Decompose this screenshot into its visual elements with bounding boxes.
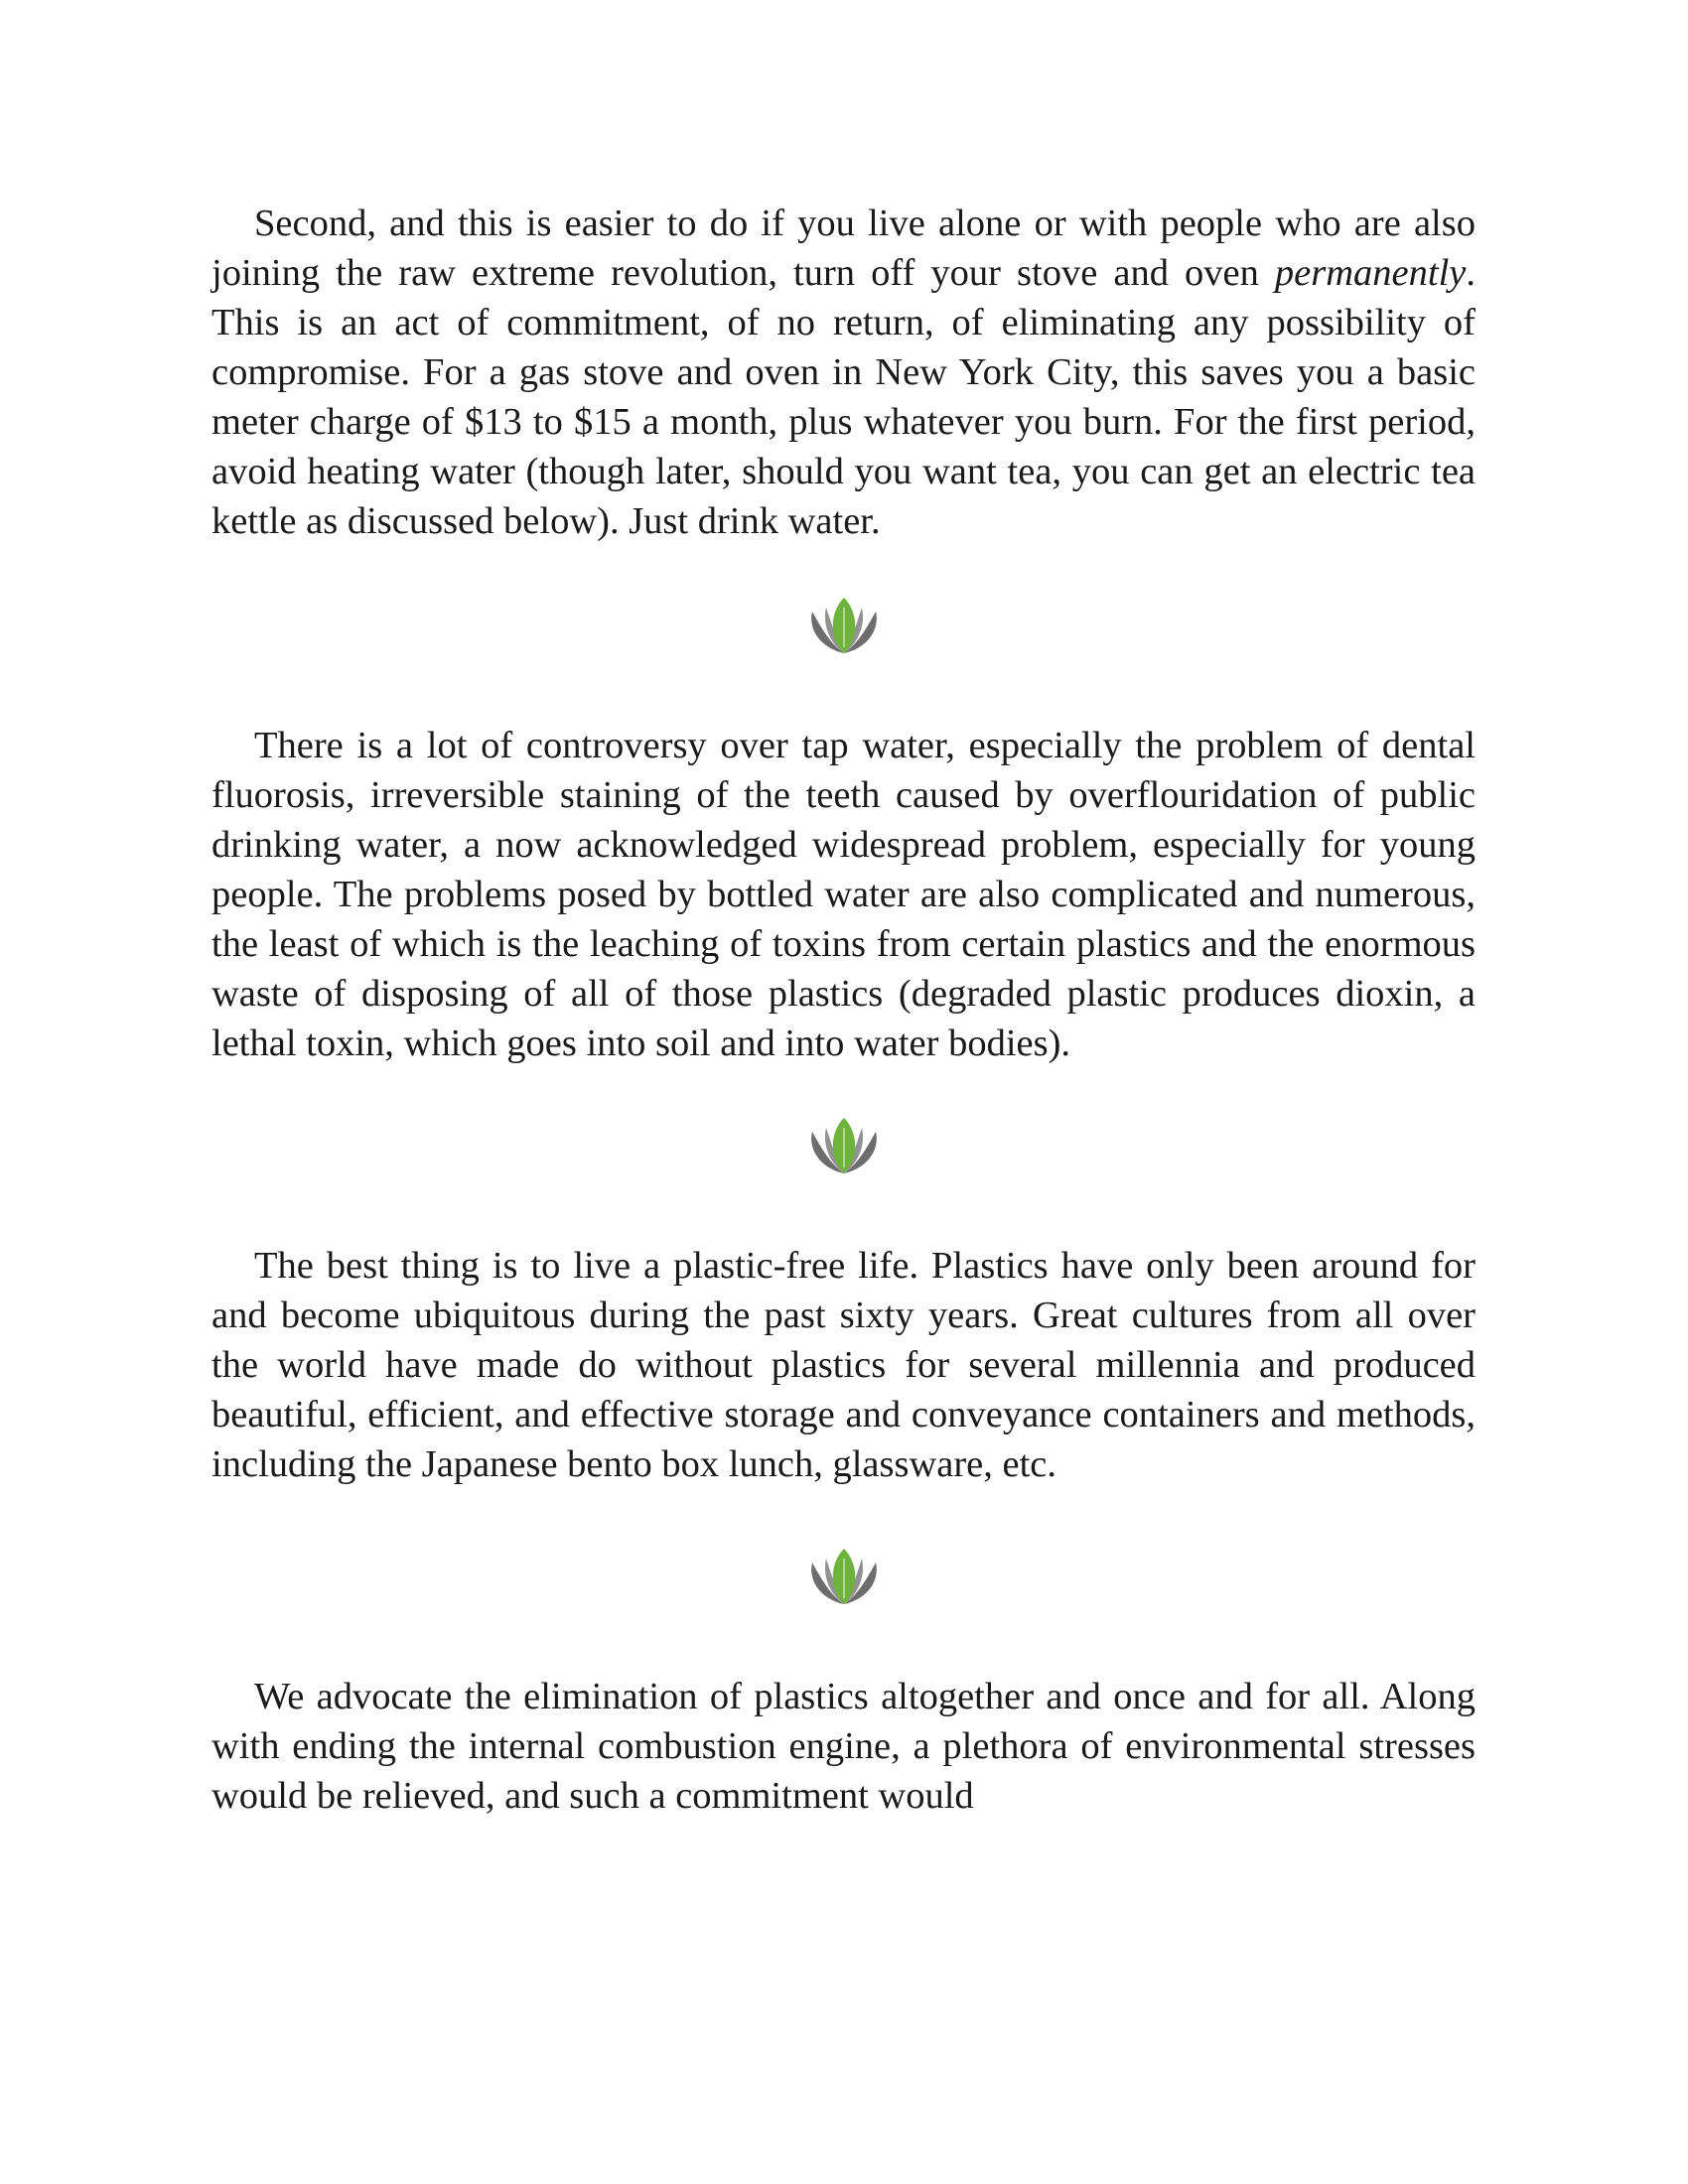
paragraph-tap-water: There is a lot of controversy over tap water, especially the problem of dental fluorosis, irreversible staining of the teeth caused by overflouridation of public drinking water, a now acknowledged widespread problem, especially for young people. The problems posed by bottled water are also complicated and numerous, the least of which is the leaching of toxins from certain plastics and the enormous waste of disposing of all of those plastics (degraded plastic produces dioxin, a lethal toxin, which goes into soil and into water bodies). — [211, 725, 1476, 1064]
paragraph-eliminate-plastics: We advocate the elimination of plastics altogether and once and for all. Along with ending the internal combustion engine, a plethora of environmental stresses would be relieved, and such a commitment would — [211, 1676, 1476, 1817]
paragraph-stove-oven — [211, 199, 1476, 546]
lotus-leaf-icon — [802, 1114, 886, 1177]
book-page — [211, 199, 1476, 1821]
paragraph-text-end: . This is an act of commitment, of no return, of eliminating any possibility of compromise. For a gas stove and oven in New York City, this saves you a basic meter charge of $13 to $15 a month, plus whatever you burn. For the first period, avoid heating water (though later, should you want tea, you can get an electric tea kettle as discussed below). Just drink water. — [211, 252, 1476, 542]
paragraph-plastic-free: The best thing is to live a plastic-free life. Plastics have only been around for and become ubiquitous during the past sixty years. Great cultures from all over the world have made do without plastics for several millennia and produced beautiful, efficient, and effective storage and conveyance containers and methods, including the Japanese bento box lunch, glassware, etc. — [211, 1245, 1476, 1485]
lotus-leaf-icon — [802, 594, 886, 657]
lotus-leaf-icon — [802, 1545, 886, 1608]
paragraph-text-start: Second, and this is easier to do if you live alone or with people who are also joining the raw extreme revolution, turn off your stove and oven — [211, 203, 1476, 294]
emphasis-permanently: permanently — [1274, 252, 1467, 294]
